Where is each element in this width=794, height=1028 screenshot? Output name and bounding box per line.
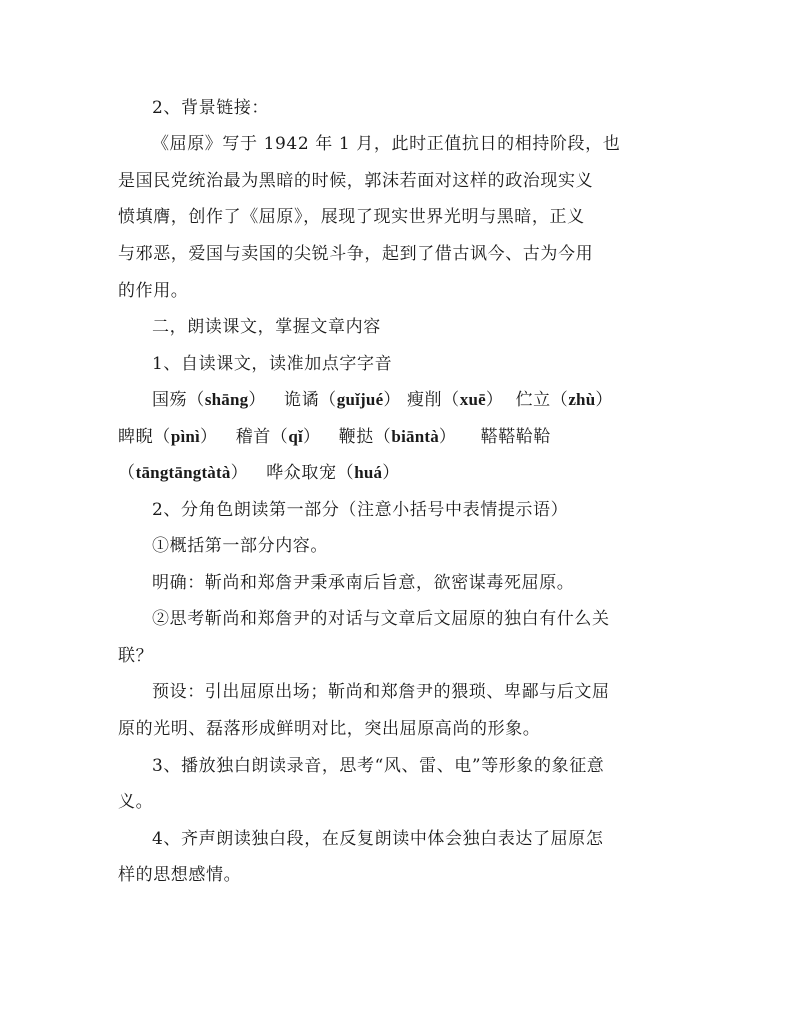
vocab-word: 鞳鞳鞈鞈 [480, 427, 551, 447]
step-heading: 2、分角色朗读第一部分（注意小括号中表情提示语） [152, 500, 569, 520]
pinyin-line [118, 426, 551, 448]
step-heading: 样的思想感情。 [118, 865, 242, 885]
pinyin-line [152, 389, 613, 411]
answer-line: 明确：靳尚和郑詹尹秉承南后旨意，欲密谋毒死屈原。 [152, 573, 575, 593]
vocab-word: （tāngtāngtàtà） [118, 463, 249, 483]
vocab-word: 伫立（zhù） [515, 390, 613, 410]
answer-line: 预设：引出屈原出场；靳尚和郑詹尹的猥琐、卑鄙与后文屈 [152, 682, 610, 702]
paragraph-line: 是国民党统治最为黑暗的时候，郭沫若面对这样的政治现实义 [118, 171, 594, 191]
step-heading: 义。 [118, 792, 154, 812]
question-line: ②思考靳尚和郑詹尹的对话与文章后文屈原的独白有什么关 [152, 609, 610, 629]
step-heading: 3、播放独白朗读录音，思考“风、雷、电”等形象的象征意 [152, 756, 605, 776]
vocab-word: 国殇（shāng） [152, 390, 266, 410]
paragraph-line: 愤填膺，创作了《屈原》，展现了现实世界光明与黑暗，正义 [118, 207, 585, 227]
question-line: 联？ [118, 646, 154, 666]
paragraph-line: 与邪恶，爱国与卖国的尖锐斗争，起到了借古讽今、古为今用 [118, 244, 594, 264]
question-line: ①概括第一部分内容。 [152, 536, 328, 556]
paragraph-line: 的作用。 [118, 281, 189, 301]
step-heading: 4、齐声朗读独白段，在反复朗读中体会独白表达了屈原怎 [152, 829, 604, 849]
step-heading: 1、自读课文，读准加点字字音 [152, 354, 393, 374]
section-heading-background: 2、背景链接： [152, 98, 270, 118]
vocab-word: 哗众取宠（huá） [266, 463, 400, 483]
paragraph-line: 《屈原》写于 1942 年 1 月，此时正值抗日的相持阶段，也 [152, 134, 621, 154]
pinyin-line [118, 462, 400, 484]
section-heading-reading: 二，朗读课文，掌握文章内容 [152, 317, 381, 337]
vocab-word: 稽首（qǐ） [235, 427, 321, 447]
vocab-word: 诡谲（guǐjué） [283, 390, 401, 410]
vocab-word: 瘦削（xuē） [406, 390, 504, 410]
vocab-word: 睥睨（pìnì） [118, 427, 218, 447]
vocab-word: 鞭挞（biāntà） [338, 427, 457, 447]
answer-line: 原的光明、磊落形成鲜明对比，突出屈原高尚的形象。 [118, 719, 541, 739]
